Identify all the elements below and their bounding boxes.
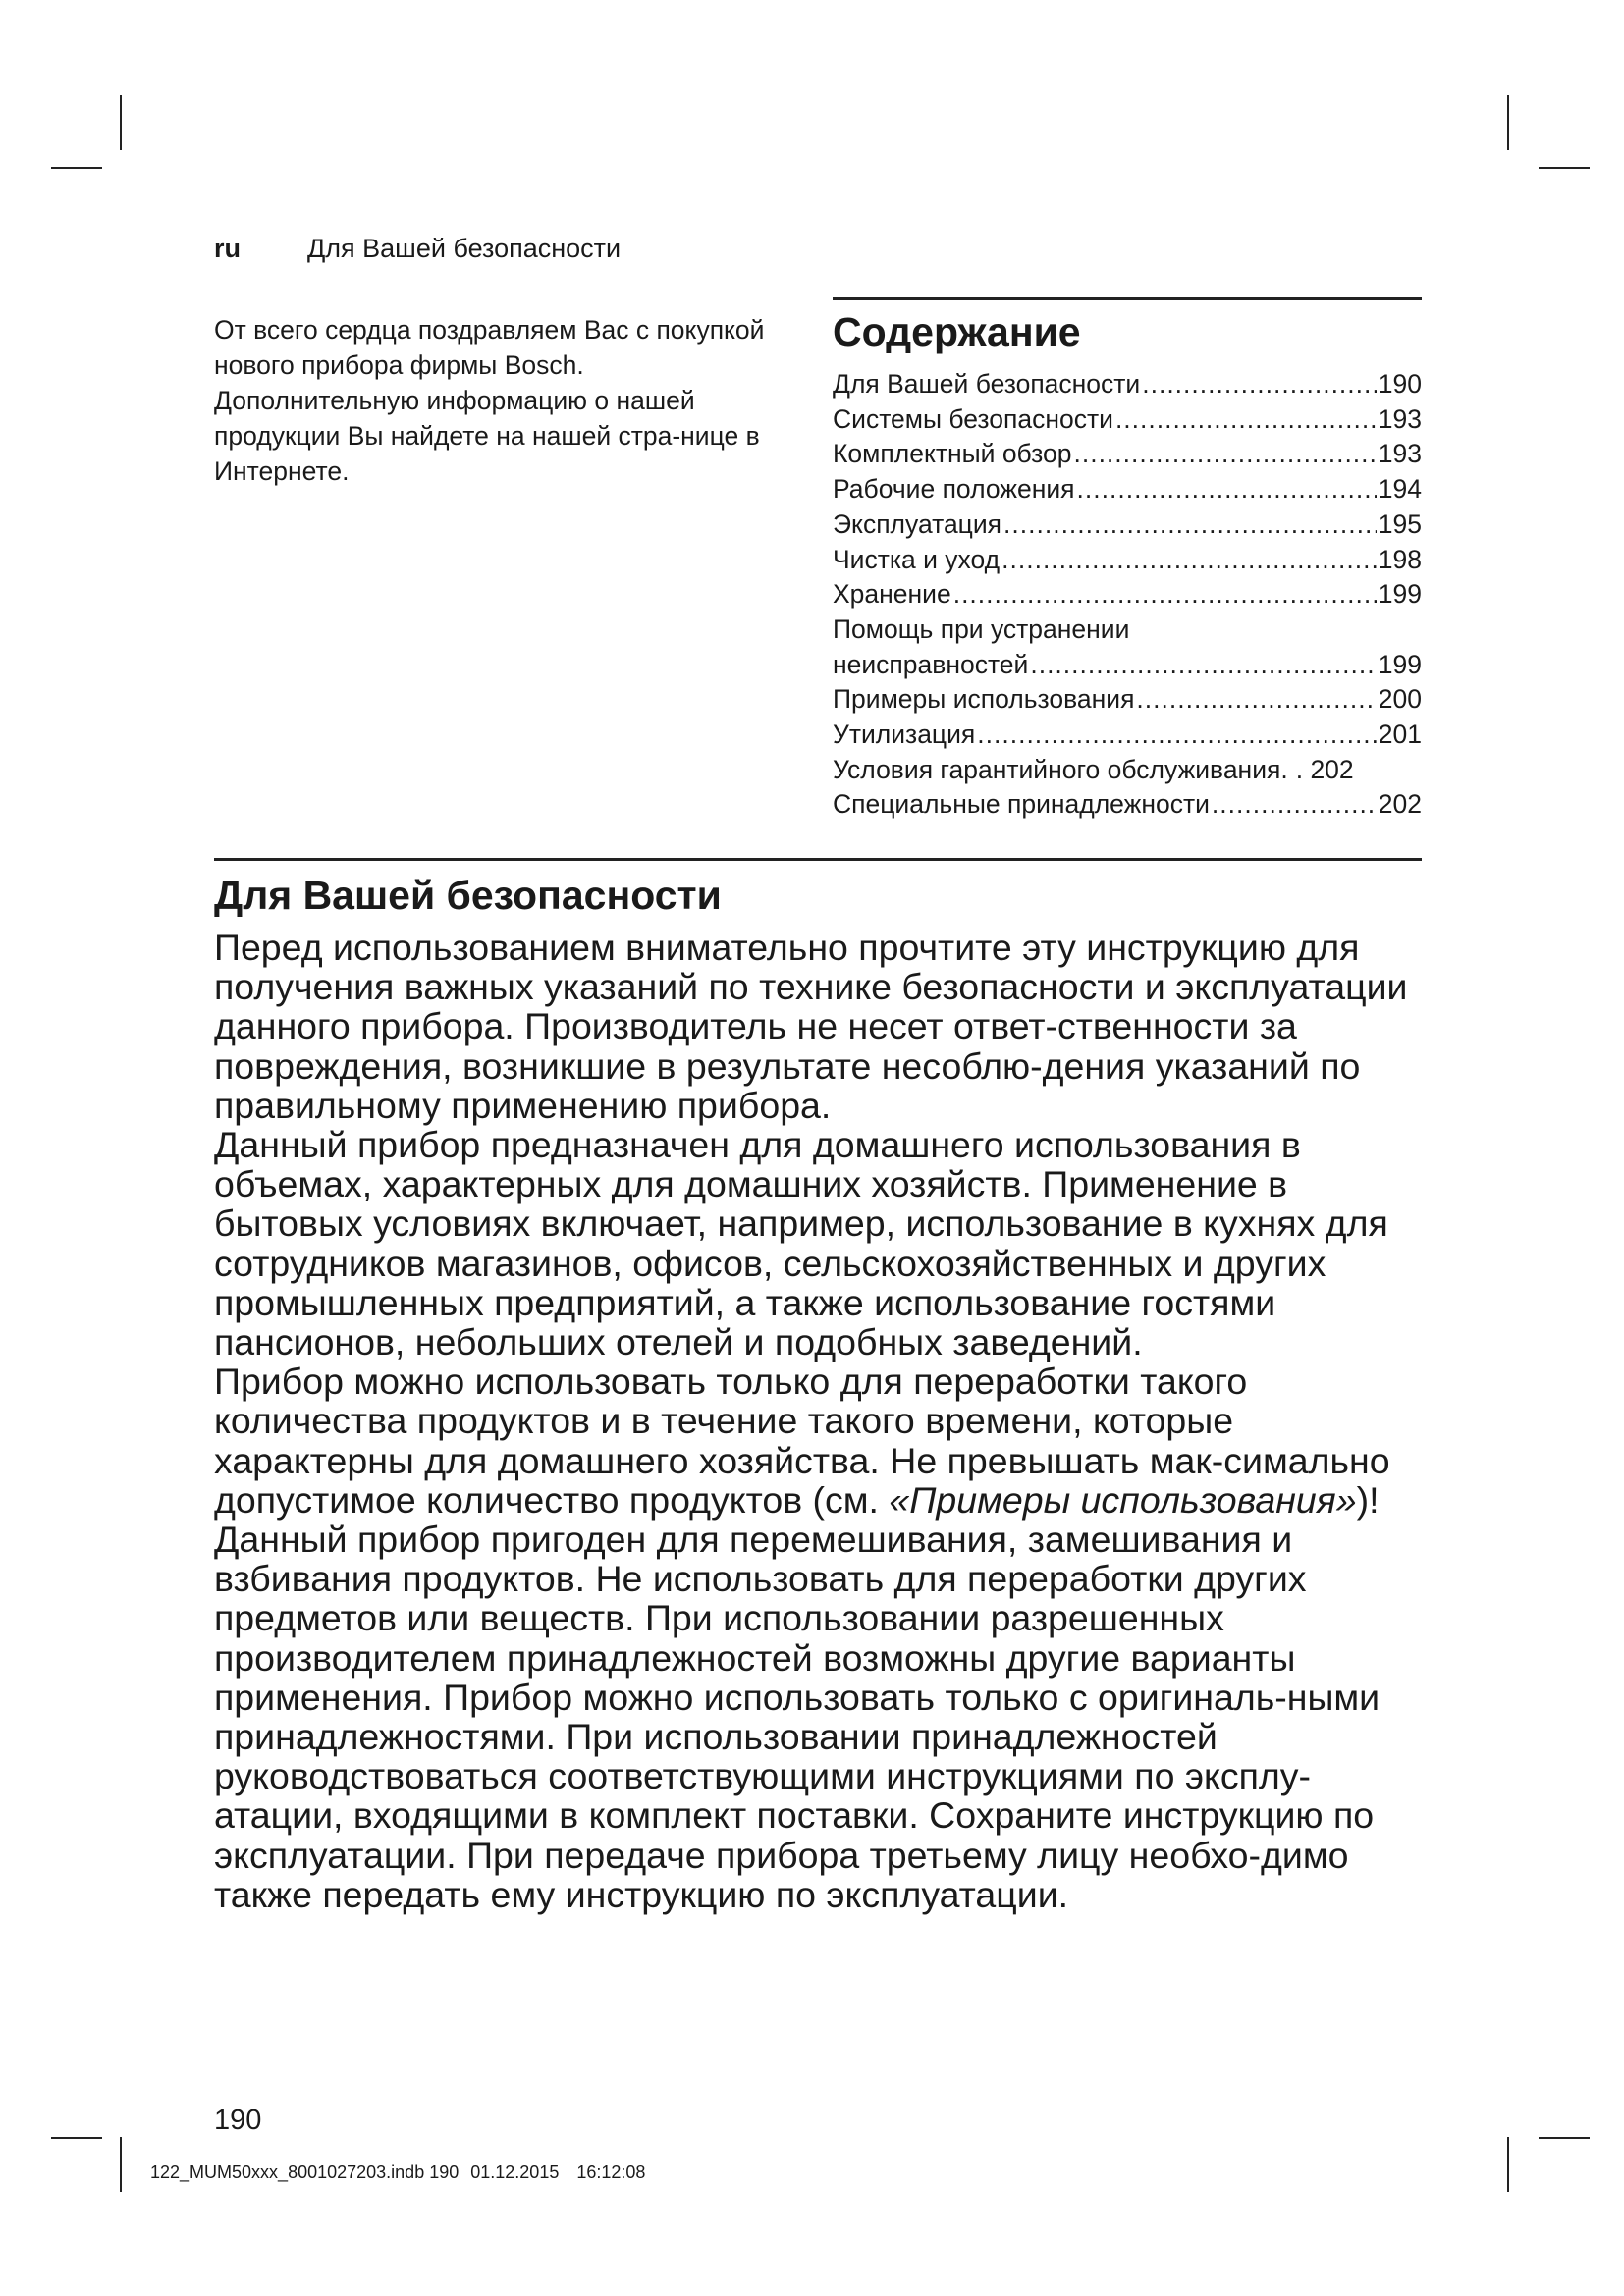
- toc-item-label: Чистка и уход: [833, 544, 1001, 574]
- toc-item-label: неисправностей: [833, 649, 1029, 679]
- toc-item-label: Специальные принадлежности: [833, 789, 1210, 820]
- safety-paragraph: Перед использованием внимательно прочтите эту инструкцию для получения важных указаний по технике безопасности и эксплуатации данного прибора. Производитель не несет ответ-ственности за повреждения, возникшие в результате несоблю-дения указаний по правильному применению прибора.: [214, 927, 1408, 1126]
- toc-item[interactable]: [833, 753, 1422, 788]
- toc-item-page: 199: [1378, 649, 1422, 679]
- toc-item-page: 194: [1378, 474, 1422, 505]
- toc-item-page: 200: [1378, 684, 1422, 715]
- slug-file: 122_MUM50xxx_8001027203.indb 190: [150, 2163, 460, 2182]
- toc-item-page: 190: [1378, 369, 1422, 399]
- toc-item-page: 202: [1378, 789, 1422, 820]
- toc-item-page: 193: [1378, 403, 1422, 434]
- toc-item-label: Для Вашей безопасности: [833, 369, 1141, 399]
- safety-text: Прибор можно использовать только для переработки такого количества продуктов и в течение такого времени, которые характерны для домашнего хозяйства. Не превышать мак-симально допустимое количество продуктов (см.: [214, 1361, 1390, 1521]
- intro-paragraph: От всего сердца поздравляем Вас с покупкой нового прибора фирмы Bosch. Дополнительную информацию о нашей продукции Вы найдете на нашей стра-нице в Интернете.: [214, 315, 765, 486]
- toc-item[interactable]: [833, 507, 1422, 543]
- toc-item[interactable]: [833, 787, 1422, 823]
- toc-item-label: Условия гарантийного обслуживания.: [833, 754, 1288, 784]
- table-of-contents: [833, 297, 1422, 823]
- toc-item-label: Примеры использования: [833, 684, 1135, 715]
- safety-paragraph: [214, 1362, 1422, 1520]
- crop-mark: [1507, 95, 1509, 150]
- toc-item-page: 199: [1378, 579, 1422, 610]
- safety-section: [214, 858, 1422, 1914]
- safety-text: )!: [1356, 1478, 1380, 1521]
- toc-item[interactable]: [833, 367, 1422, 402]
- toc-item[interactable]: [833, 472, 1422, 507]
- cross-reference-link[interactable]: «Примеры использования»: [889, 1478, 1357, 1521]
- slug-time: 16:12:08: [576, 2163, 646, 2182]
- print-slug: [150, 2163, 645, 2183]
- intro-text: [214, 312, 784, 489]
- page-number: 190: [214, 2105, 262, 2136]
- toc-item-label: Помощь при устранении: [833, 614, 1130, 644]
- section-rule: [214, 858, 1422, 861]
- toc-item-label: Эксплуатация: [833, 508, 1002, 539]
- toc-item[interactable]: [833, 543, 1422, 578]
- toc-item[interactable]: [833, 613, 1422, 648]
- toc-item-page: 198: [1378, 544, 1422, 574]
- toc-rule: [833, 297, 1422, 300]
- toc-item[interactable]: [833, 577, 1422, 613]
- safety-paragraph: Данный прибор предназначен для домашнего использования в объемах, характерных для домашних хозяйств. Применение в бытовых условиях включает, например, использование в кухнях для сотрудников магазинов, офисов, сельскохозяйственных и других промышленных предприятий, а также использование гостями пансионов, небольших отелей и подобных заведений.: [214, 1124, 1388, 1363]
- toc-item[interactable]: [833, 648, 1422, 683]
- slug-date: 01.12.2015: [470, 2163, 560, 2182]
- toc-item-label: Системы безопасности: [833, 403, 1113, 434]
- toc-item[interactable]: [833, 402, 1422, 438]
- toc-item-page: . 202: [1295, 754, 1354, 784]
- language-code: ru: [214, 234, 241, 263]
- safety-paragraph: Данный прибор пригоден для перемешивания, замешивания и взбивания продуктов. Не использовать для переработки других предметов или веществ. При использовании разрешенных производителем принадлежностей возможны другие варианты применения. Прибор можно использовать только с оригиналь-ными принадлежностями. При использовании принадлежностей руководствоваться соответствующими инструкциями по эксплу-атации, входящими в комплект поставки. Сохраните инструкцию по эксплуатации. При передаче прибора третьему лицу необхо-димо также передать ему инструкцию по эксплуатации.: [214, 1519, 1380, 1915]
- toc-item-label: Рабочие положения: [833, 474, 1075, 505]
- toc-item[interactable]: [833, 718, 1422, 753]
- toc-item-page: 195: [1378, 508, 1422, 539]
- crop-mark: [1539, 2137, 1590, 2139]
- toc-item-label: Утилизация: [833, 720, 976, 750]
- toc-item-page: 193: [1378, 439, 1422, 469]
- crop-mark: [120, 2137, 122, 2192]
- running-header-title: Для Вашей безопасности: [307, 234, 622, 263]
- toc-item-label: Хранение: [833, 579, 951, 610]
- crop-mark: [120, 95, 122, 150]
- running-header: [214, 234, 622, 267]
- toc-item[interactable]: [833, 682, 1422, 718]
- toc-item[interactable]: [833, 437, 1422, 472]
- toc-item-label: Комплектный обзор: [833, 439, 1072, 469]
- toc-list: [833, 367, 1422, 823]
- toc-title: Содержание: [833, 309, 1081, 354]
- crop-mark: [1507, 2137, 1509, 2192]
- section-heading: Для Вашей безопасности: [214, 873, 722, 918]
- crop-mark: [1539, 167, 1590, 169]
- crop-mark: [51, 167, 102, 169]
- toc-item-page: 201: [1378, 720, 1422, 750]
- crop-mark: [51, 2137, 102, 2139]
